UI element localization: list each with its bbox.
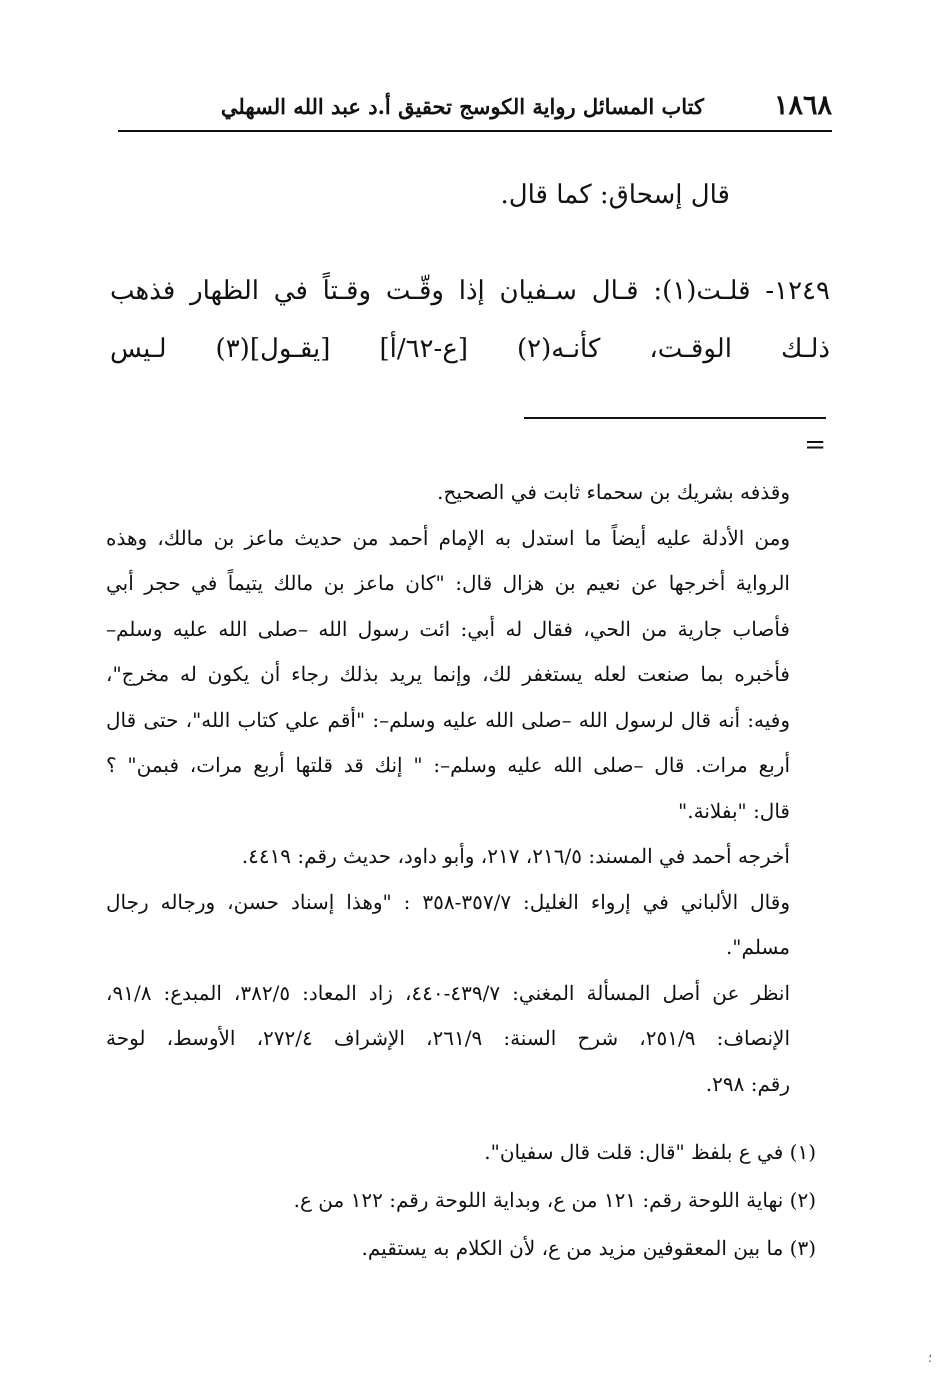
footnote-line: أربع مرات. قال –صلى الله عليه وسلم–: " إنك قد قلتها أربع مرات، فبمن" ؟: [106, 753, 790, 777]
footnote-continuation: [106, 470, 790, 1107]
footnote-line: الرواية أخرجها عن نعيم بن هزال قال: "كان ماعز بن مالك يتيماً في حجر أبي: [106, 571, 790, 595]
main-text-line-3: ذلـك الوقـت، كأنـه(٢) [ع-٦٢/أ] [يقـول](٣) لـيس: [110, 334, 830, 364]
footnotes-list: [120, 1128, 816, 1272]
footnote-line: فأخبره بما صنعت لعله يستغفر لك، وإنما يريد بذلك رجاء أن يكون له مخرج"،: [106, 662, 790, 686]
page-header: [118, 88, 832, 128]
footnote-line: أخرجه أحمد في المسند: ٢١٦/٥، ٢١٧، وأبو داود، حديث رقم: ٤٤١٩.: [241, 844, 790, 868]
footnote-line: وفيه: أنه قال لرسول الله –صلى الله عليه وسلم–: "أقم علي كتاب الله"، حتى قال: [106, 707, 790, 732]
header-rule: [118, 130, 832, 132]
main-text-line-2: ١٢٤٩- قلـت(١): قـال سـفيان إذا وقّـت وقـتاً في الظهار فذهب: [110, 276, 830, 306]
footnote-separator: [524, 417, 826, 419]
footnote-item: (٣) ما بين المعقوفين مزيد من ع، لأن الكلام به يستقيم.: [361, 1236, 816, 1260]
footnote-item: (١) في ع بلفظ "قال: قلت قال سفيان".: [484, 1140, 816, 1164]
running-title: كتاب المسائل رواية الكوسج تحقيق أ.د عبد الله السهلي: [220, 94, 704, 119]
footnote-line: وقذفه بشريك بن سحماء ثابت في الصحيح.: [437, 480, 790, 504]
footnote-item: (٢) نهاية اللوحة رقم: ١٢١ من ع، وبداية اللوحة رقم: ١٢٢ من ع.: [293, 1188, 816, 1212]
continuation-mark: =: [804, 430, 826, 460]
footnote-line: ومن الأدلة عليه أيضاً ما استدل به الإمام أحمد من حديث ماعز بن مالك، وهذه: [106, 525, 790, 550]
corner-mark: ؛: [928, 1351, 932, 1365]
main-text-line-1: قال إسحاق: كما قال.: [500, 180, 730, 210]
footnote-line: مسلم".: [725, 935, 790, 959]
page-number: ١٨٦٨: [773, 90, 832, 121]
footnote-line: الإنصاف: ٢٥١/٩، شرح السنة: ٢٦١/٩، الإشراف ٢٧٢/٤، الأوسط، لوحة: [106, 1026, 791, 1050]
footnote-line: وقال الألباني في إرواء الغليل: ٣٥٧/٧-٣٥٨ : "وهذا إسناد حسن، ورجاله رجال: [106, 889, 790, 914]
footnote-line: فأصاب جارية من الحي، فقال له أبي: ائت رسول الله –صلى الله عليه وسلم–: [106, 616, 790, 641]
footnote-line: انظر عن أصل المسألة المغني: ٤٣٩/٧-٤٤٠، زاد المعاد: ٣٨٢/٥، المبدع: ٩١/٨،: [106, 980, 790, 1005]
footnote-line: رقم: ٢٩٨.: [705, 1071, 790, 1096]
footnote-line: قال: "بفلانة.": [678, 798, 790, 823]
